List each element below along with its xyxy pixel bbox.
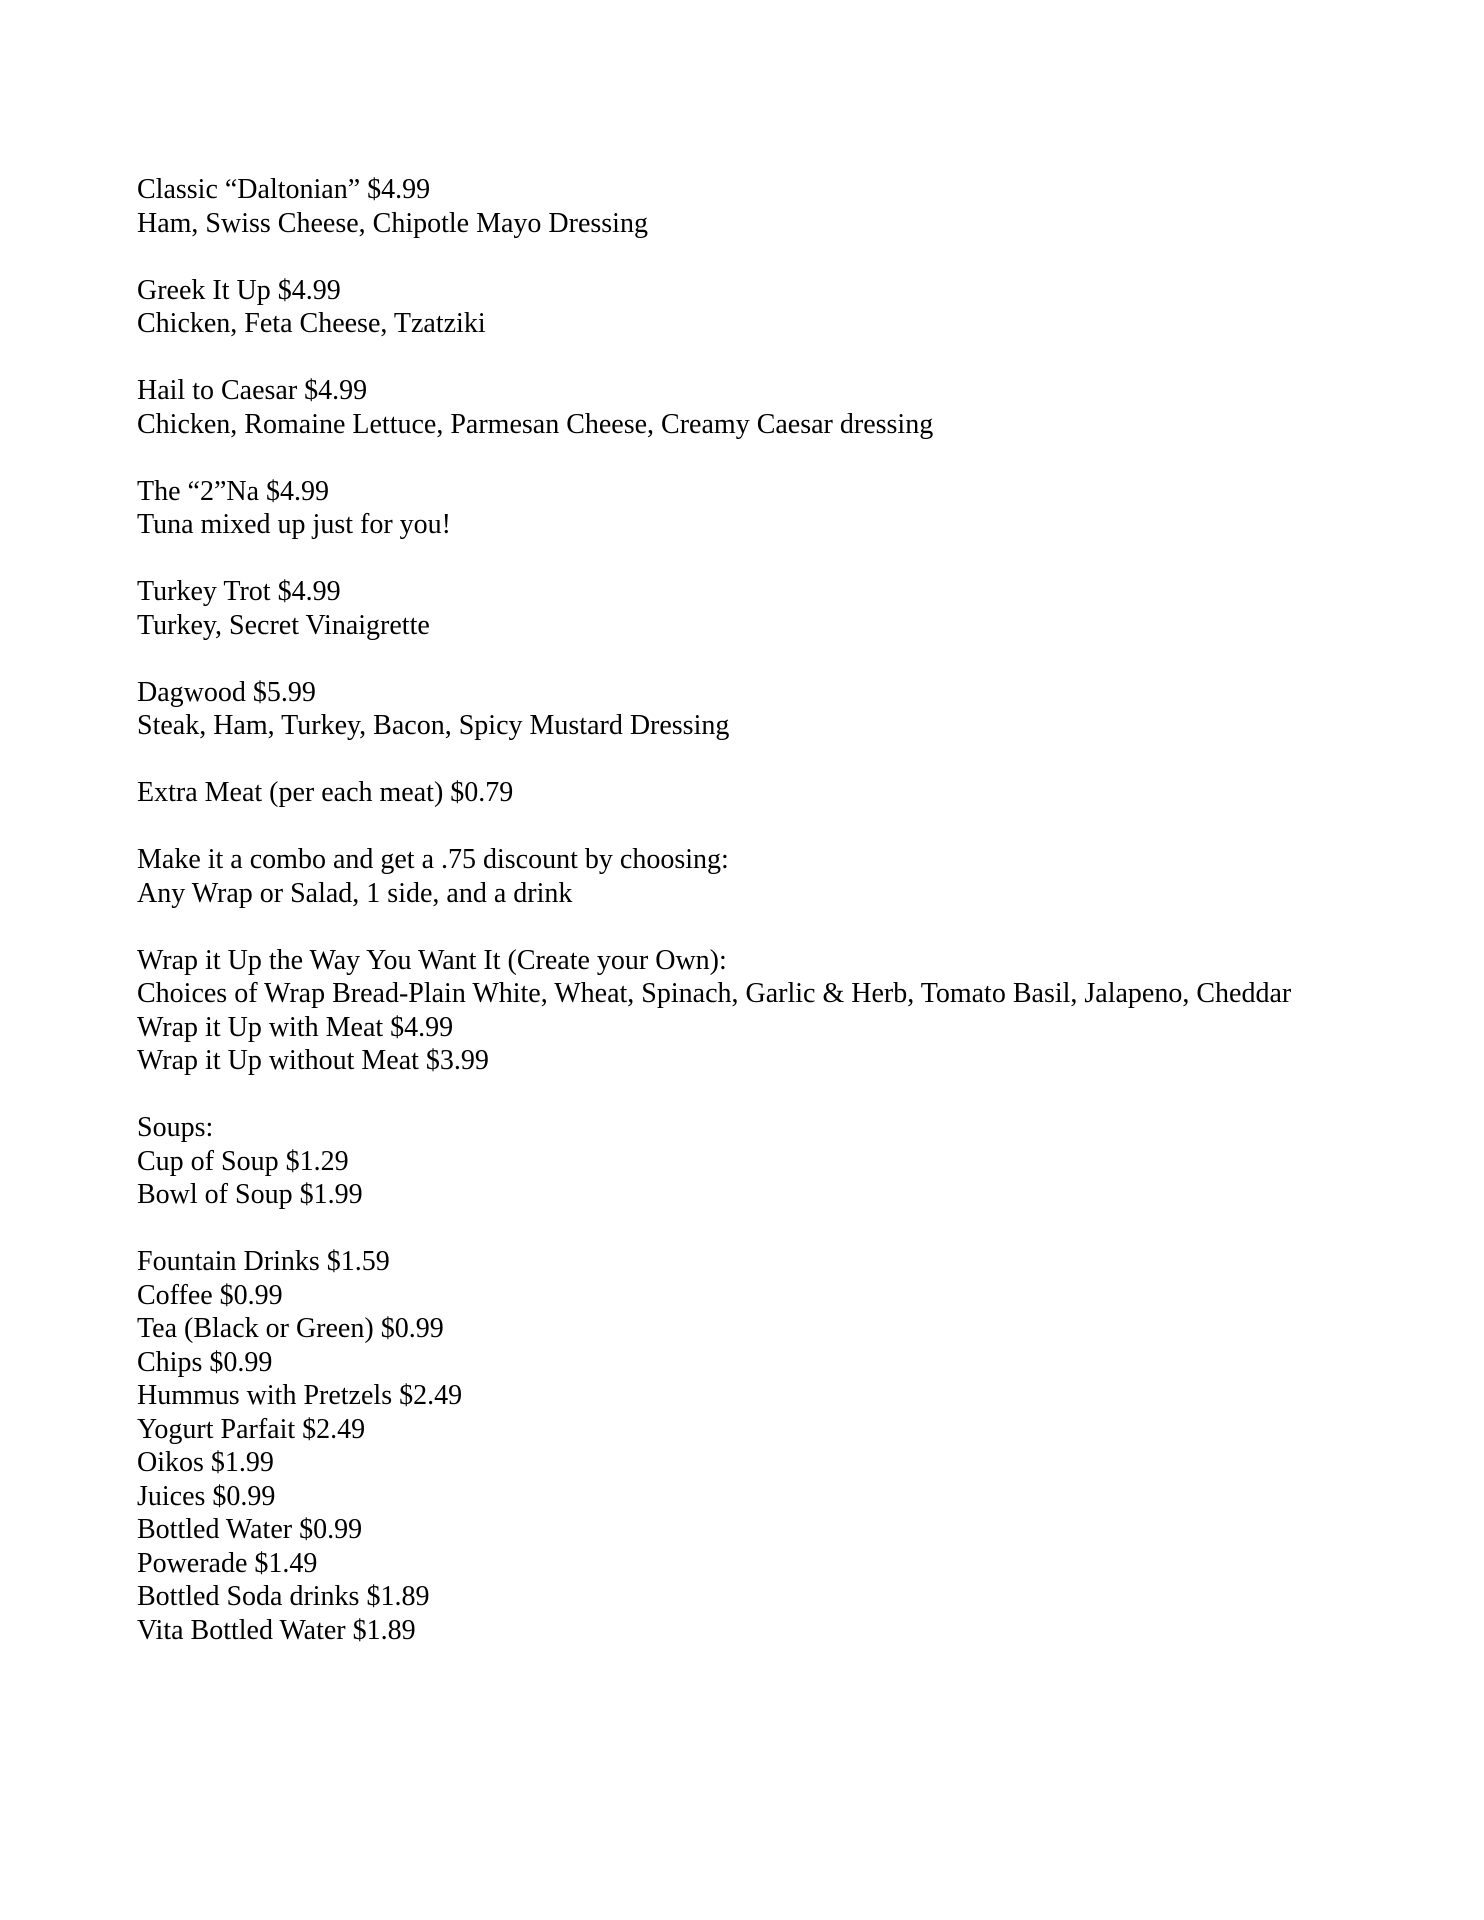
- item-description: Chicken, Feta Cheese, Tzatziki: [137, 308, 486, 339]
- combo-heading: Make it a combo and get a .75 discount by choosing:: [137, 844, 729, 875]
- item-description: Ham, Swiss Cheese, Chipotle Mayo Dressing: [137, 207, 648, 239]
- list-item: Tea (Black or Green) $0.99: [137, 1313, 444, 1344]
- create-your-own-wrap: [137, 944, 1437, 1078]
- item-title: The “2”Na $4.99: [137, 475, 330, 507]
- list-item: Oikos $1.99: [137, 1447, 274, 1478]
- combo-details: Any Wrap or Salad, 1 side, and a drink: [137, 877, 573, 909]
- menu-item-dagwood: [137, 676, 1437, 743]
- list-item: Yogurt Parfait $2.49: [137, 1413, 366, 1445]
- menu-item-the-2na: [137, 475, 1437, 542]
- soup-bowl-price: Bowl of Soup $1.99: [137, 1179, 363, 1210]
- menu-item-turkey-trot: [137, 575, 1437, 642]
- extra-meat-line: Extra Meat (per each meat) $0.79: [137, 777, 514, 808]
- list-item: Coffee $0.99: [137, 1279, 283, 1311]
- menu-item-greek-it-up: [137, 274, 1437, 341]
- item-title: Greek It Up $4.99: [137, 274, 341, 306]
- list-item: Hummus with Pretzels $2.49: [137, 1380, 463, 1411]
- drinks-and-sides-list: [137, 1245, 1437, 1647]
- list-item: Powerade $1.49: [137, 1547, 318, 1579]
- item-title: Classic “Daltonian” $4.99: [137, 174, 431, 205]
- list-item: Bottled Water $0.99: [137, 1514, 363, 1545]
- list-item: Vita Bottled Water $1.89: [137, 1614, 416, 1646]
- item-title: Dagwood $5.99: [137, 676, 316, 708]
- item-description: Tuna mixed up just for you!: [137, 509, 451, 540]
- menu-item-classic-daltonian: [137, 173, 1437, 240]
- item-description: Steak, Ham, Turkey, Bacon, Spicy Mustard Dressing: [137, 710, 730, 741]
- wrap-without-meat-price: Wrap it Up without Meat $3.99: [137, 1045, 489, 1076]
- extra-meat-note: [137, 776, 1437, 810]
- combo-offer: [137, 843, 1437, 910]
- item-description: Turkey, Secret Vinaigrette: [137, 609, 430, 641]
- wrap-bread-choices: Choices of Wrap Bread-Plain White, Wheat, Spinach, Garlic & Herb, Tomato Basil, Jalapeno, Cheddar: [137, 978, 1292, 1009]
- list-item: Fountain Drinks $1.59: [137, 1246, 390, 1277]
- item-title: Hail to Caesar $4.99: [137, 375, 368, 406]
- soups-section: [137, 1111, 1437, 1212]
- item-description: Chicken, Romaine Lettuce, Parmesan Cheese, Creamy Caesar dressing: [137, 408, 934, 440]
- wrap-with-meat-price: Wrap it Up with Meat $4.99: [137, 1011, 454, 1043]
- wrap-heading: Wrap it Up the Way You Want It (Create your Own):: [137, 944, 727, 976]
- soup-cup-price: Cup of Soup $1.29: [137, 1145, 349, 1177]
- list-item: Chips $0.99: [137, 1346, 273, 1378]
- menu-item-hail-to-caesar: [137, 374, 1437, 441]
- item-title: Turkey Trot $4.99: [137, 576, 341, 607]
- list-item: Bottled Soda drinks $1.89: [137, 1581, 430, 1612]
- list-item: Juices $0.99: [137, 1480, 276, 1512]
- menu-document: [137, 173, 1437, 1681]
- soups-heading: Soups:: [137, 1112, 214, 1143]
